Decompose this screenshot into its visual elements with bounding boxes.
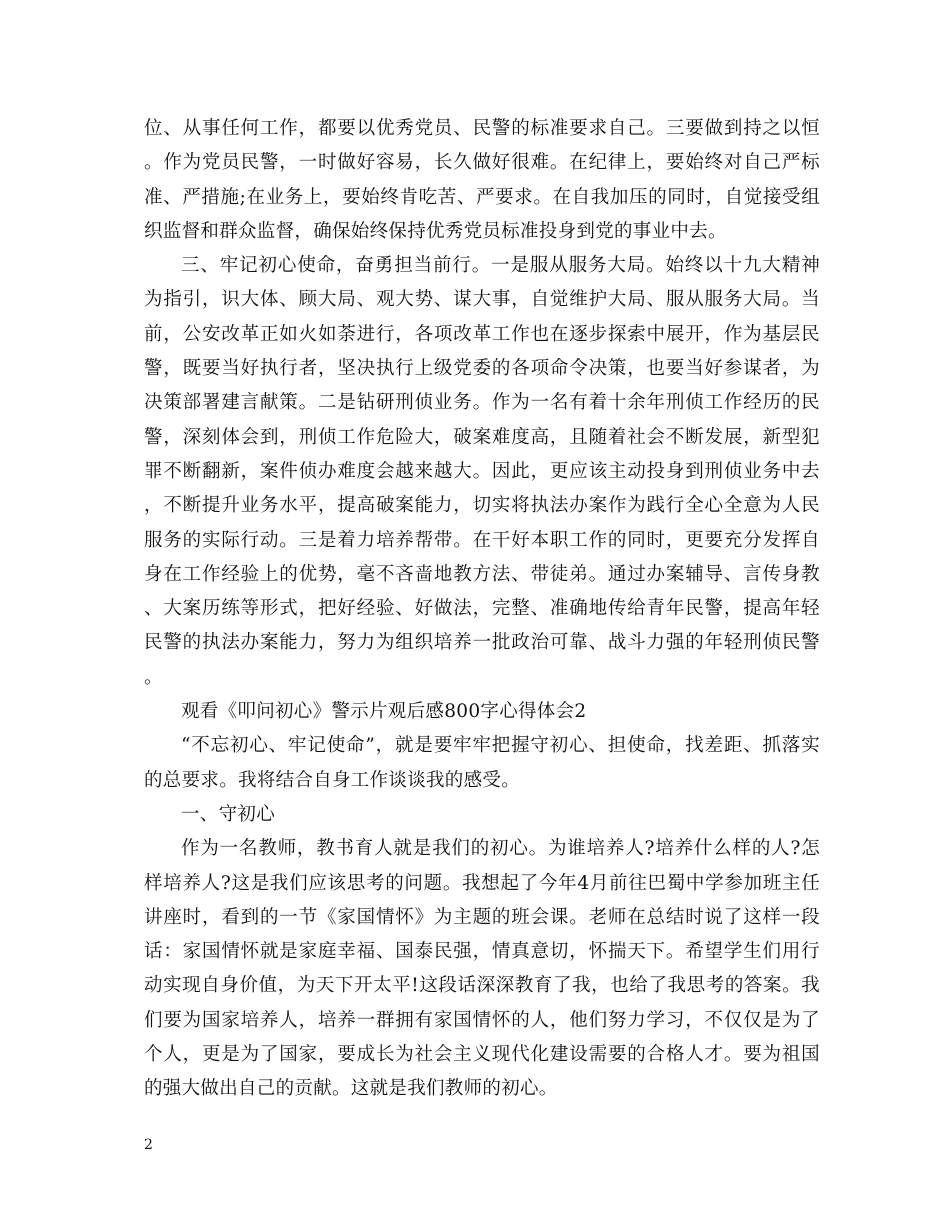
paragraph-continuation: 位、从事任何工作，都要以优秀党员、民警的标准要求自己。三要做到持之以恒。作为党员民警，一时做好容易，长久做好很难。在纪律上，要始终对自己严标准、严措施;在业务上，要始终肯吃苦、严要求。在自我加压的同时，自觉接受组织监督和群众监督，确保始终保持优秀党员标准投身到党的事业中去。 [144,118,820,242]
section-heading-shou-chuxin: 一、守初心 [181,803,276,825]
article-title: 观看《叩问初心》警示片观后感800字心得体会2 [181,701,587,723]
paragraph-section-three: 三、牢记初心使命，奋勇担当前行。一是服从服务大局。始终以十九大精神为指引，识大体、顾大局、观大势、谋大事，自觉维护大局、服从服务大局。当前，公安改革正如火如荼进行，各项改革工作也在逐步探索中展开，作为基层民警，既要当好执行者，坚决执行上级党委的各项命令决策，也要当好参谋者，为决策部署建言献策。二是钻研刑侦业务。作为一名有着十余年刑侦工作经历的民警，深刻体会到，刑侦工作危险大，破案难度高，且随着社会不断发展，新型犯罪不断翻新，案件侦办难度会越来越大。因此，更应该主动投身到刑侦业务中去，不断提升业务水平，提高破案能力，切实将执法办案作为践行全心全意为人民服务的实际行动。三是着力培养帮带。在干好本职工作的同时，更要充分发挥自身在工作经验上的优势，毫不吝啬地教方法、带徒弟。通过办案辅导、言传身教、大案历练等形式，把好经验、好做法，完整、准确地传给青年民警，提高年轻民警的执法办案能力，努力为组织培养一批政治可靠、战斗力强的年轻刑侦民警。 [144,255,820,688]
paragraph-intro: “不忘初心、牢记使命”，就是要牢牢把握守初心、担使命，找差距、抓落实的总要求。我将结合自身工作谈谈我的感受。 [144,735,820,791]
page-number: 2 [144,1137,153,1153]
document-body [144,112,820,1107]
paragraph-teacher: 作为一名教师，教书育人就是我们的初心。为谁培养人?培养什么样的人?怎样培养人?这是我们应该思考的问题。我想起了今年4月前往巴蜀中学参加班主任讲座时，看到的一节《家国情怀》为主题的班会课。老师在总结时说了这样一段话：家国情怀就是家庭幸福、国泰民强，情真意切，怀揣天下。希望学生们用行动实现自身价值，为天下开太平!这段话深深教育了我，也给了我思考的答案。我们要为国家培养人，培养一群拥有家国情怀的人，他们努力学习，不仅仅是为了个人，更是为了国家，要成长为社会主义现代化建设需要的合格人才。要为祖国的强大做出自己的贡献。这就是我们教师的初心。 [144,838,820,1100]
